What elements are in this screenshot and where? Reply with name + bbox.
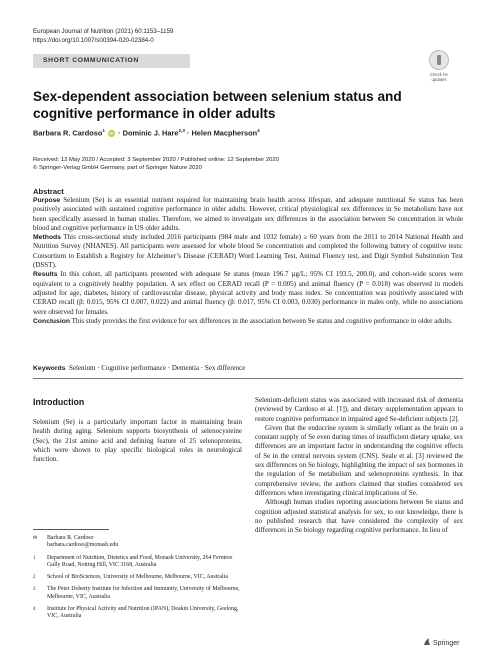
footnote-mark: 2 (33, 575, 36, 581)
check-for-updates-badge[interactable] (424, 50, 454, 90)
affiliation-text: Department of Nutrition, Dietetics and Food, Monash University, 264 Ferntree Gully Road, Notting Hill, VIC 3168, Australia (47, 554, 233, 568)
methods-label: Methods (33, 234, 61, 242)
abstract-purpose (33, 196, 463, 233)
affiliation-text: School of BioSciences, University of Melbourne, Melbourne, VIC, Australia (47, 574, 228, 581)
introduction-heading: Introduction (33, 397, 85, 407)
footnotes (33, 535, 242, 626)
abstract-body (33, 196, 463, 326)
publication-dates (33, 156, 279, 172)
orcid-icon[interactable]: iD (109, 131, 114, 137)
contact-name: Barbara R. Cardoso (47, 535, 94, 541)
author-name[interactable]: Barbara R. Cardoso (33, 128, 103, 138)
footnote-mark: 1 (33, 555, 36, 561)
conclusion-label: Conclusion (33, 317, 71, 325)
publisher-logo (423, 637, 459, 647)
journal-citation: European Journal of Nutrition (2021) 60:1153–1159 (33, 28, 174, 35)
badge-line2: updates (431, 77, 447, 82)
keywords (33, 364, 245, 372)
affiliation-mark: 2,3 (178, 128, 185, 133)
contact-email-link[interactable]: barbara.cardoso@monash.edu (47, 542, 119, 549)
results-text: In this cohort, all participants presented with adequate Se status (mean 196.7 µg/L; 95% CI 193.5, 200.0), and cohort-wide scores were equivalent to a cognitively healthy population. A sex effect on CERAD recall (P = 0.005) and animal fluency (P = 0.018) was observed in models adjusted for age, diabetes, history of cardiovascular disease, physical activity and body mass index. Se concentration was positively associated with CERAD recall (β: 0.015, 95% CI 0.007, 0.022) and animal fluency (β: 0.017, 95% CI 0.003, 0.030) performance in males only, while no associations were observed for females. (33, 270, 463, 316)
body-paragraph: Selenium-deficient status was associated with increased risk of dementia (reviewed by Cardoso et al. [1]), and dietary supplementation appears to restore cognitive performance in impaired aged Se-deficient subjects [2]. (255, 396, 463, 423)
springer-horse-icon (423, 637, 431, 646)
intro-paragraph: Selenium (Se) is a particularly important factor in maintaining brain health during aging. Selenium supports biosynthesis of selenocysteine (Sec), the 21st amino acid and defining feature of 25 selenoproteins, which were shown to play specific biological roles in neurological function. (33, 418, 242, 464)
publisher-name: Springer (433, 640, 460, 647)
conclusion-text: This study provides the first evidence for sex differences in the association between Se status and cognitive performance in older adults. (71, 316, 453, 325)
article-title: Sex-dependent association between selenium status and cognitive performance in older adults (33, 89, 402, 121)
results-label: Results (33, 271, 58, 279)
badge-line1: Check for (430, 72, 448, 77)
section-label: SHORT COMMUNICATION (43, 56, 139, 64)
body-paragraph: Although human studies reporting associations between Se status and cognition adjusted statistical analysis for sex, to our knowledge, there is no published research that have considered the complexity of sex differences in Se biology regarding cognitive performance. In lieu of (255, 498, 463, 535)
abstract-methods (33, 233, 463, 270)
author-list (33, 128, 260, 137)
affiliation-text: Institute for Physical Activity and Nutrition (IPAN), Deakin University, Geelong, VIC, Australia (47, 606, 239, 620)
author-name[interactable]: Dominic J. Hare (122, 128, 179, 138)
footnote-mark: 3 (33, 587, 36, 593)
author-name[interactable]: Helen Macpherson (191, 128, 258, 138)
affiliation-mark: 1 (102, 128, 105, 133)
purpose-text: Selenium (Se) is an essential nutrient required for maintaining brain health across lifespan, and adequate nutritional Se status has been positively associated with sustained cognitive performance in older adults. However, critical physiological sex differences in Se metabolism have not been specifically assessed in human studies. Therefore, we aimed to investigate sex differences in the association between Se concentration in whole blood and cognitive performance in US older adults. (33, 196, 464, 232)
body-paragraph: Given that the endocrine system is similarly reliant as the brain on a constant supply of Se even during times of insufficient dietary uptake, sex differences are an important factor in understanding the cognitive effects of Se in the central nervous system (CNS). Seale et al. [3] reviewed the sex differences on Se biology, highlighting the impact of sex hormones in the regulation of Se metabolism and selenoproteins synthesis. In that comprehensive review, the authors claimed that studies considered sex differences when investigating clinical implications of Se. (255, 423, 463, 497)
section-divider (33, 378, 463, 379)
affiliation-footnote (33, 606, 242, 621)
bookmark-icon (429, 50, 449, 70)
footnote-divider (33, 529, 109, 530)
journal-doi-link[interactable]: https://doi.org/10.1007/s00394-020-02384-0 (33, 36, 154, 44)
author-separator: · (184, 128, 192, 138)
affiliation-footnote (33, 574, 242, 581)
envelope-icon: ✉ (33, 536, 38, 541)
methods-text: This cross-sectional study included 2016 participants (984 male and 1032 female) ≥ 60 years from the 2011 to 2014 National Health and Nutrition Survey (NHANES). All participants were assessed for whole blood Se concentration and completed the following battery of cognitive tests: Consortium to Establish a Registry for Alzheimer’s Disease (CERAD) Word Learning Test, Animal Fluency test, and Digit Symbol Substitution Test (DSST). (33, 233, 464, 270)
affiliation-text: The Peter Doherty Institute for Infection and Immunity, University of Melbourne, Melbourne, VIC, Australia (47, 586, 240, 600)
copyright-line: © Springer-Verlag GmbH Germany, part of Springer Nature 2020 (33, 165, 202, 171)
keywords-text: Selenium · Cognitive performance · Dementia · Sex difference (68, 364, 246, 372)
right-column (255, 396, 463, 535)
purpose-label: Purpose (33, 197, 61, 204)
left-column (33, 418, 242, 464)
affiliation-footnote (33, 555, 242, 570)
contact-footnote (33, 535, 242, 550)
abstract-results (33, 270, 463, 316)
abstract-heading: Abstract (33, 187, 64, 196)
author-separator: · (116, 128, 123, 138)
keywords-label: Keywords (33, 365, 66, 372)
dates-line: Received: 12 May 2020 / Accepted: 3 September 2020 / Published online: 12 September 2020 (33, 157, 279, 163)
abstract-conclusion (33, 317, 463, 326)
affiliation-mark: 4 (257, 128, 260, 133)
footnote-mark: 4 (33, 607, 36, 613)
affiliation-footnote (33, 586, 242, 601)
journal-header (33, 28, 173, 45)
